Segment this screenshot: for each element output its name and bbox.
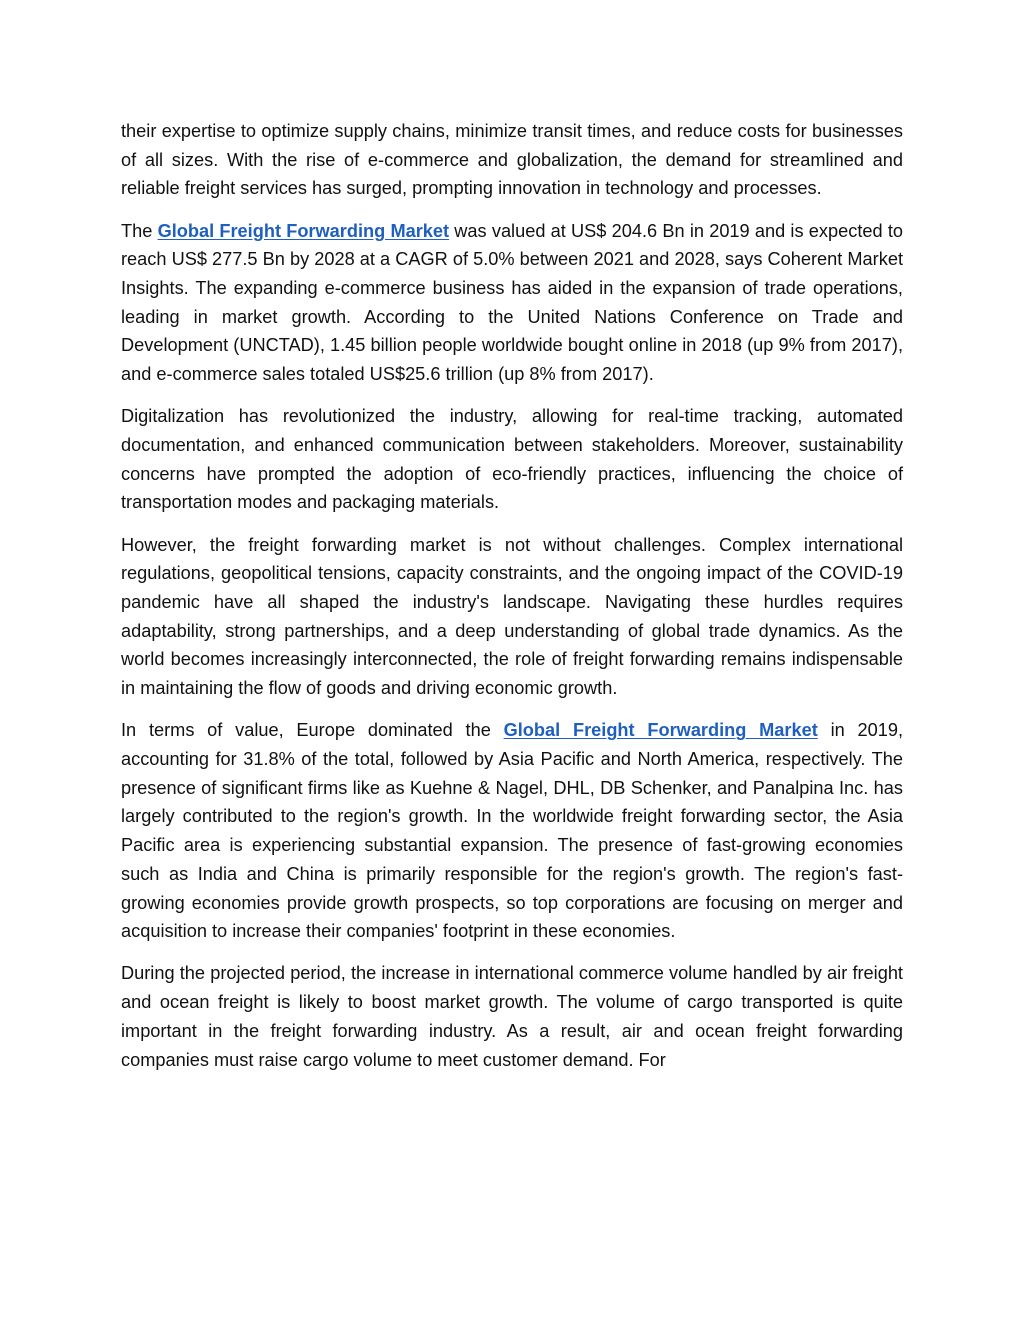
paragraph-projection: During the projected period, the increase in international commerce volume handled by air freight and ocean freight is likely to boost market growth. The volume of cargo transported is quite important in the freight forwarding industry. As a result, air and ocean freight forwarding companies must raise cargo volume to meet customer demand. For [121, 963, 903, 1070]
paragraph-intro: their expertise to optimize supply chains, minimize transit times, and reduce costs for businesses of all sizes. With the rise of e-commerce and globalization, the demand for streamlined and reliable freight services has surged, prompting innovation in technology and processes. [121, 121, 903, 199]
market-report-link[interactable]: Global Freight Forwarding Market [503, 720, 818, 741]
paragraph-challenges: However, the freight forwarding market is not without challenges. Complex international regulations, geopolitical tensions, capacity constraints, and the ongoing impact of the COVID-19 pandemic have all shaped the industry's landscape. Navigating these hurdles requires adaptability, strong partnerships, and a deep understanding of global trade dynamics. As the world becomes increasingly interconnected, the role of freight forwarding remains indispensable in maintaining the flow of goods and driving economic growth. [121, 534, 903, 699]
paragraph-text: In terms of value, Europe dominated the [121, 720, 504, 741]
paragraph-text: The [121, 220, 158, 241]
document-page [121, 117, 903, 1088]
paragraph-digitalization: Digitalization has revolutionized the industry, allowing for real-time tracking, automated documentation, and enhanced communication between stakeholders. Moreover, sustainability concerns have prompted the adoption of eco-friendly practices, influencing the choice of transportation modes and packaging materials. [121, 406, 903, 513]
paragraph-market-value [121, 217, 903, 389]
paragraph-regional [121, 716, 903, 946]
paragraph-text: was valued at US$ 204.6 Bn in 2019 and is expected to reach US$ 277.5 Bn by 2028 at a CAGR of 5.0% between 2021 and 2028, says Coherent Market Insights. The expanding e-commerce business has aided in the expansion of trade operations, leading in market growth. According to the United Nations Conference on Trade and Development (UNCTAD), 1.45 billion people worldwide bought online in 2018 (up 9% from 2017), and e-commerce sales totaled US$25.6 trillion (up 8% from 2017). [121, 220, 903, 385]
market-report-link[interactable]: Global Freight Forwarding Market [157, 220, 450, 241]
paragraph-text: in 2019, accounting for 31.8% of the total, followed by Asia Pacific and North America, respectively. The presence of significant firms like as Kuehne & Nagel, DHL, DB Schenker, and Panalpina Inc. has largely contributed to the region's growth. In the worldwide freight forwarding sector, the Asia Pacific area is experiencing substantial expansion. The presence of fast-growing economies such as India and China is primarily responsible for the region's growth. The region's fast-growing economies provide growth prospects, so top corporations are focusing on merger and acquisition to increase their companies' footprint in these economies. [121, 720, 904, 942]
